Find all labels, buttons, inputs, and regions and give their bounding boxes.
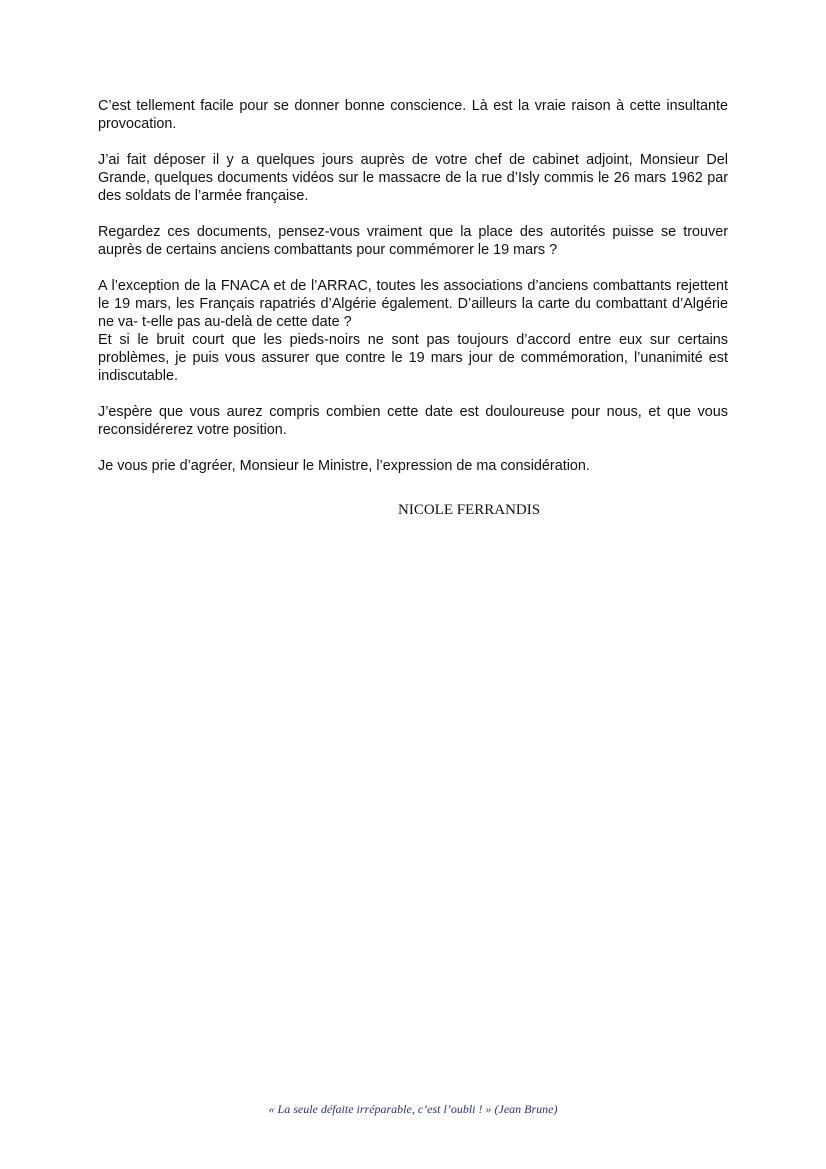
paragraph-documents-deposited: J’ai fait déposer il y a quelques jours auprès de votre chef de cabinet adjoint, Monsieur Del Grande, quelques documents vidéos sur le massacre de la rue d’Isly commis le 26 mars 1962 par des soldats de l’armée française. — [98, 152, 728, 204]
paragraph-reconsider: J’espère que vous aurez compris combien cette date est douloureuse pour nous, et que vous reconsidérerez votre position. — [98, 404, 728, 438]
paragraph-associations: A l’exception de la FNACA et de l’ARRAC, toutes les associations d’anciens combattants rejettent le 19 mars, les Français rapatriés d’Algérie également. D’ailleurs la carte du combattant d’Algérie ne va- t-elle pas au-delà de cette date ? — [98, 278, 728, 330]
paragraph-conscience: C’est tellement facile pour se donner bonne conscience. Là est la vraie raison à cette insultante provocation. — [98, 98, 728, 132]
signature: NICOLE FERRANDIS — [398, 502, 541, 518]
paragraph-pieds-noirs: Et si le bruit court que les pieds-noirs ne sont pas toujours d’accord entre eux sur certains problèmes, je puis vous assurer que contre le 19 mars jour de commémoration, l’unanimité est indiscutable. — [98, 332, 728, 384]
letter-body — [98, 97, 728, 493]
paragraph-closing: Je vous prie d’agréer, Monsieur le Ministre, l’expression de ma considération. — [98, 458, 590, 474]
footer-quote: « La seule défaite irréparable, c’est l’oubli ! » (Jean Brune) — [268, 1102, 558, 1116]
paragraph-regardez: Regardez ces documents, pensez-vous vraiment que la place des autorités puisse se trouver auprès de certains anciens combattants pour commémorer le 19 mars ? — [98, 224, 728, 258]
